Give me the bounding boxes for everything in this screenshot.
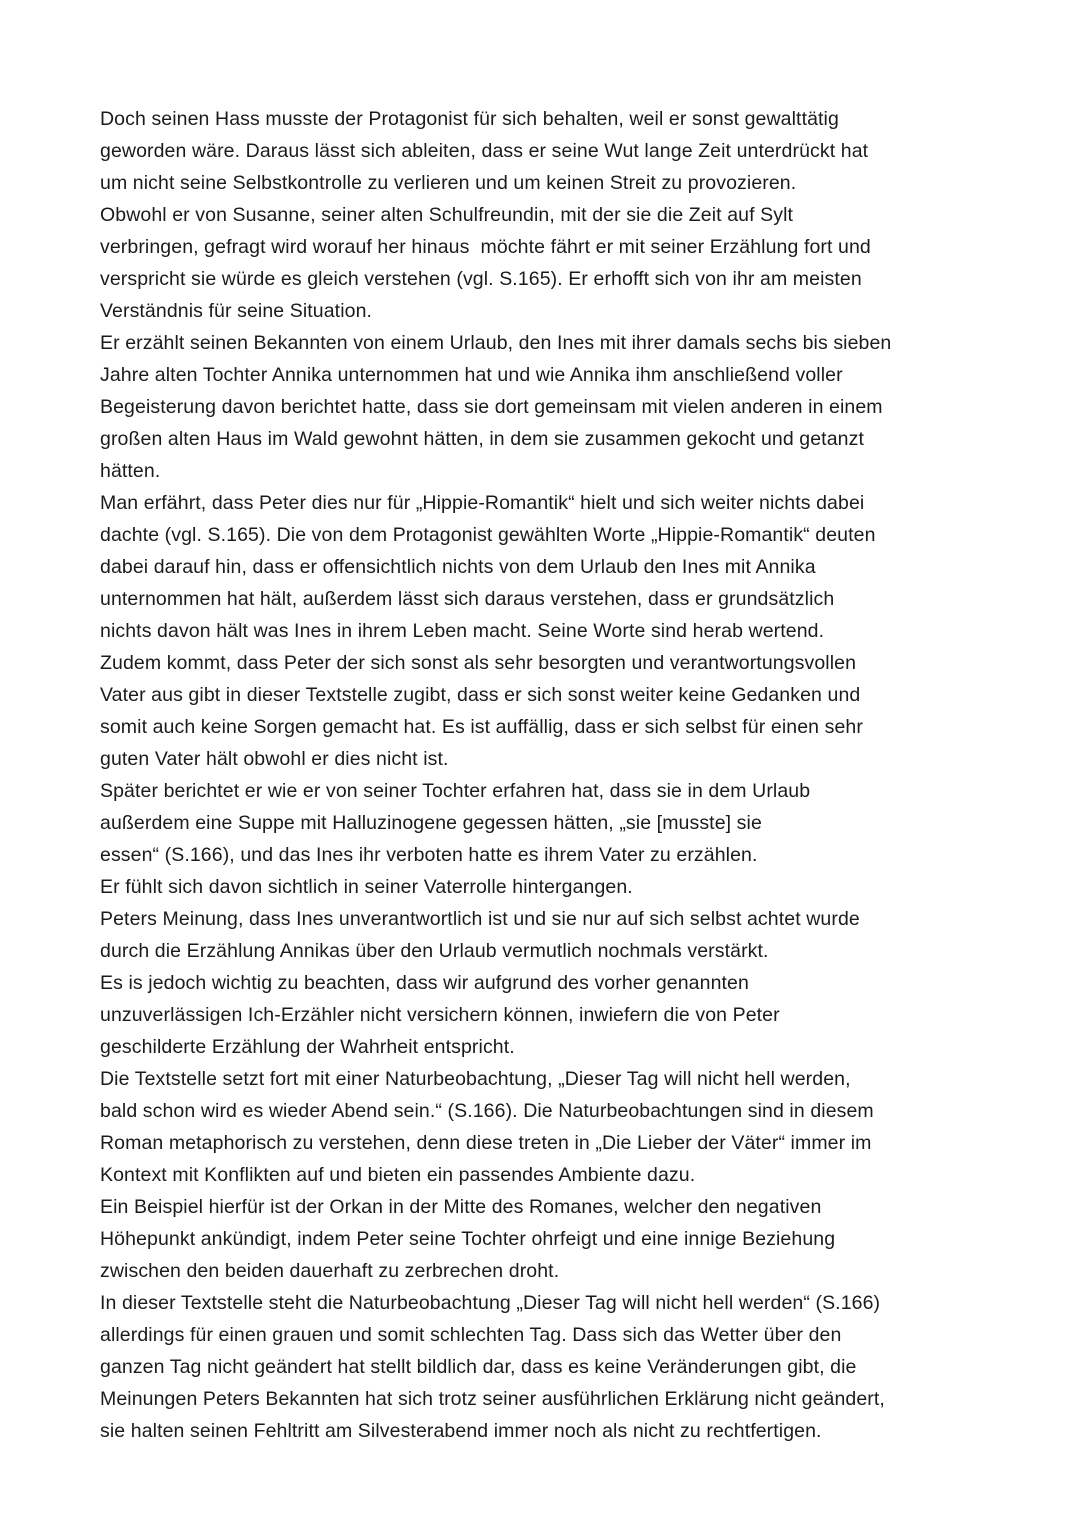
text-line: geworden wäre. Daraus lässt sich ableiten, dass er seine Wut lange Zeit unterdrückt hat xyxy=(100,140,869,162)
text-line: Ein Beispiel hierfür ist der Orkan in der Mitte des Romanes, welcher den negativen xyxy=(100,1196,822,1218)
text-line: Roman metaphorisch zu verstehen, denn diese treten in „Die Lieber der Väter“ immer im xyxy=(100,1132,872,1154)
text-line: Peters Meinung, dass Ines unverantwortlich ist und sie nur auf sich selbst achtet wurde xyxy=(100,908,860,930)
text-line: Höhepunkt ankündigt, indem Peter seine Tochter ohrfeigt und eine innige Beziehung xyxy=(100,1228,836,1250)
text-line: um nicht seine Selbstkontrolle zu verlieren und um keinen Streit zu provozieren. xyxy=(100,172,797,194)
text-line: Er fühlt sich davon sichtlich in seiner Vaterrolle hintergangen. xyxy=(100,876,633,898)
text-line: Vater aus gibt in dieser Textstelle zugibt, dass er sich sonst weiter keine Gedanken und xyxy=(100,684,861,706)
text-line: unzuverlässigen Ich-Erzähler nicht versichern können, inwiefern die von Peter xyxy=(100,1004,780,1026)
text-line: verspricht sie würde es gleich verstehen (vgl. S.165). Er erhofft sich von ihr am meisten xyxy=(100,268,862,290)
text-line: essen“ (S.166), und das Ines ihr verboten hatte es ihrem Vater zu erzählen. xyxy=(100,844,758,866)
text-line: Doch seinen Hass musste der Protagonist für sich behalten, weil er sonst gewalttätig xyxy=(100,108,839,130)
text-line: Die Textstelle setzt fort mit einer Naturbeobachtung, „Dieser Tag will nicht hell werden, xyxy=(100,1068,851,1090)
text-line: verbringen, gefragt wird worauf her hinaus möchte fährt er mit seiner Erzählung fort und xyxy=(100,236,871,258)
text-line: geschilderte Erzählung der Wahrheit entspricht. xyxy=(100,1036,515,1058)
text-line: Er erzählt seinen Bekannten von einem Urlaub, den Ines mit ihrer damals sechs bis sieben xyxy=(100,332,892,354)
text-line: durch die Erzählung Annikas über den Urlaub vermutlich nochmals verstärkt. xyxy=(100,940,769,962)
text-line: Verständnis für seine Situation. xyxy=(100,300,373,322)
text-line: Man erfährt, dass Peter dies nur für „Hippie-Romantik“ hielt und sich weiter nichts dabei xyxy=(100,492,865,514)
text-line: bald schon wird es wieder Abend sein.“ (S.166). Die Naturbeobachtungen sind in diesem xyxy=(100,1100,874,1122)
document-text xyxy=(100,103,992,1447)
text-line: Kontext mit Konflikten auf und bieten ein passendes Ambiente dazu. xyxy=(100,1164,696,1186)
text-line: nichts davon hält was Ines in ihrem Leben macht. Seine Worte sind herab wertend. xyxy=(100,620,825,642)
text-line: guten Vater hält obwohl er dies nicht ist. xyxy=(100,748,449,770)
text-line: Meinungen Peters Bekannten hat sich trotz seiner ausführlichen Erklärung nicht geändert, xyxy=(100,1388,885,1410)
text-line: Es is jedoch wichtig zu beachten, dass wir aufgrund des vorher genannten xyxy=(100,972,749,994)
text-line: ganzen Tag nicht geändert hat stellt bildlich dar, dass es keine Veränderungen gibt, die xyxy=(100,1356,857,1378)
text-line: allerdings für einen grauen und somit schlechten Tag. Dass sich das Wetter über den xyxy=(100,1324,842,1346)
text-line: Später berichtet er wie er von seiner Tochter erfahren hat, dass sie in dem Urlaub xyxy=(100,780,811,802)
text-line: dachte (vgl. S.165). Die von dem Protagonist gewählten Worte „Hippie-Romantik“ deuten xyxy=(100,524,876,546)
text-line: zwischen den beiden dauerhaft zu zerbrechen droht. xyxy=(100,1260,560,1282)
text-line: sie halten seinen Fehltritt am Silvesterabend immer noch als nicht zu rechtfertigen. xyxy=(100,1420,822,1442)
text-line: Begeisterung davon berichtet hatte, dass sie dort gemeinsam mit vielen anderen in einem xyxy=(100,396,883,418)
text-line: dabei darauf hin, dass er offensichtlich nichts von dem Urlaub den Ines mit Annika xyxy=(100,556,816,578)
text-line: In dieser Textstelle steht die Naturbeobachtung „Dieser Tag will nicht hell werden“ (S.166) xyxy=(100,1292,881,1314)
text-line: Jahre alten Tochter Annika unternommen hat und wie Annika ihm anschließend voller xyxy=(100,364,843,386)
text-line: hätten. xyxy=(100,460,161,482)
text-line: somit auch keine Sorgen gemacht hat. Es ist auffällig, dass er sich selbst für einen sehr xyxy=(100,716,863,738)
text-line: Zudem kommt, dass Peter der sich sonst als sehr besorgten und verantwortungsvollen xyxy=(100,652,857,674)
text-line: Obwohl er von Susanne, seiner alten Schulfreundin, mit der sie die Zeit auf Sylt xyxy=(100,204,794,226)
text-line: unternommen hat hält, außerdem lässt sich daraus verstehen, dass er grundsätzlich xyxy=(100,588,835,610)
text-line: außerdem eine Suppe mit Halluzinogene gegessen hätten, „sie [musste] sie xyxy=(100,812,762,834)
text-line: großen alten Haus im Wald gewohnt hätten, in dem sie zusammen gekocht und getanzt xyxy=(100,428,864,450)
